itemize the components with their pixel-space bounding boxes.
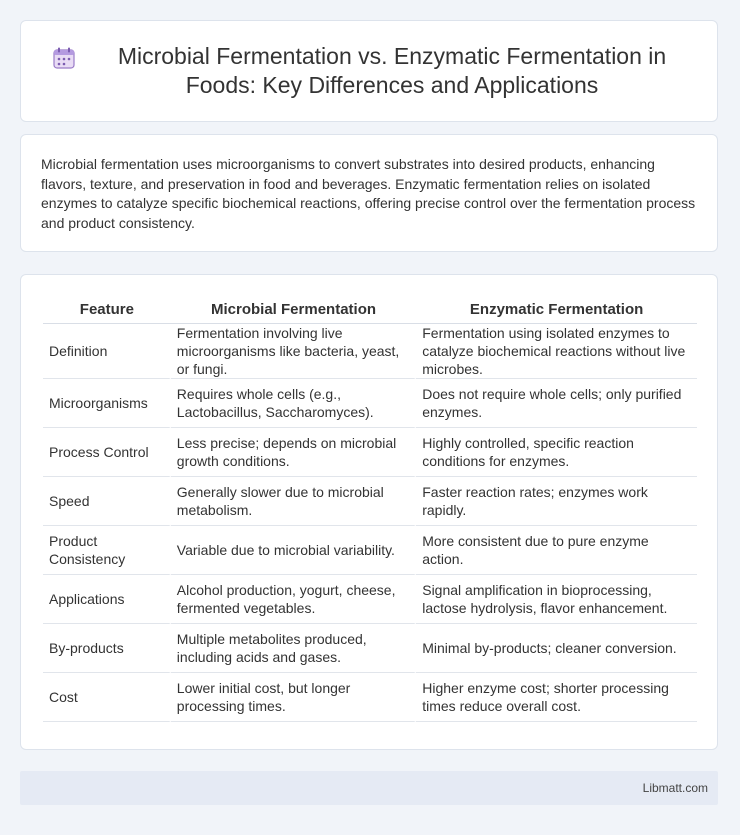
table-row bbox=[43, 477, 697, 526]
feature-cell: Process Control bbox=[43, 428, 171, 477]
header-feature: Feature bbox=[43, 295, 171, 324]
enzymatic-cell: Faster reaction rates; enzymes work rapidly. bbox=[416, 477, 697, 526]
microbial-cell: Requires whole cells (e.g., Lactobacillus, Saccharomyces). bbox=[171, 379, 416, 428]
table-row bbox=[43, 624, 697, 673]
microbial-cell: Alcohol production, yogurt, cheese, fermented vegetables. bbox=[171, 575, 416, 624]
microbial-cell: Fermentation involving live microorganisms like bacteria, yeast, or fungi. bbox=[171, 324, 416, 379]
table-row bbox=[43, 428, 697, 477]
table-row bbox=[43, 575, 697, 624]
enzymatic-cell: Minimal by-products; cleaner conversion. bbox=[416, 624, 697, 673]
microbial-cell: Less precise; depends on microbial growth conditions. bbox=[171, 428, 416, 477]
table-row bbox=[43, 379, 697, 428]
title-wrap bbox=[21, 21, 717, 121]
feature-cell: Cost bbox=[43, 673, 171, 722]
intro-card bbox=[20, 134, 718, 252]
enzymatic-cell: Fermentation using isolated enzymes to catalyze biochemical reactions without live microbes. bbox=[416, 324, 697, 379]
comparison-card bbox=[20, 274, 718, 750]
feature-cell: Product Consistency bbox=[43, 526, 171, 575]
feature-cell: Microorganisms bbox=[43, 379, 171, 428]
feature-cell: By-products bbox=[43, 624, 171, 673]
microbial-cell: Multiple metabolites produced, including acids and gases. bbox=[171, 624, 416, 673]
title-card bbox=[20, 20, 718, 122]
header-microbial: Microbial Fermentation bbox=[171, 295, 416, 324]
microbial-cell: Lower initial cost, but longer processing times. bbox=[171, 673, 416, 722]
microbial-cell: Variable due to microbial variability. bbox=[171, 526, 416, 575]
feature-cell: Applications bbox=[43, 575, 171, 624]
page-title: Microbial Fermentation vs. Enzymatic Fermentation in Foods: Key Differences and Applications bbox=[117, 43, 667, 98]
calendar-icon bbox=[51, 45, 77, 71]
feature-cell: Speed bbox=[43, 477, 171, 526]
table-row bbox=[43, 673, 697, 722]
footer-brand-link[interactable]: Libmatt.com bbox=[642, 781, 708, 795]
table-header-row bbox=[43, 295, 697, 324]
enzymatic-cell: Does not require whole cells; only purified enzymes. bbox=[416, 379, 697, 428]
header-enzymatic: Enzymatic Fermentation bbox=[416, 295, 697, 324]
footer bbox=[20, 771, 718, 805]
enzymatic-cell: Signal amplification in bioprocessing, lactose hydrolysis, flavor enhancement. bbox=[416, 575, 697, 624]
enzymatic-cell: Highly controlled, specific reaction conditions for enzymes. bbox=[416, 428, 697, 477]
enzymatic-cell: Higher enzyme cost; shorter processing times reduce overall cost. bbox=[416, 673, 697, 722]
intro-paragraph: Microbial fermentation uses microorganisms to convert substrates into desired products, enhancing flavors, texture, and preservation in food and beverages. Enzymatic fermentation relies on isolated enzymes to catalyze specific biochemical reactions, offering precise control over the fermentation process and product consistency. bbox=[41, 156, 696, 231]
table-row bbox=[43, 526, 697, 575]
feature-cell: Definition bbox=[43, 324, 171, 379]
enzymatic-cell: More consistent due to pure enzyme action. bbox=[416, 526, 697, 575]
table-row bbox=[43, 324, 697, 379]
comparison-table bbox=[43, 295, 697, 722]
microbial-cell: Generally slower due to microbial metabolism. bbox=[171, 477, 416, 526]
